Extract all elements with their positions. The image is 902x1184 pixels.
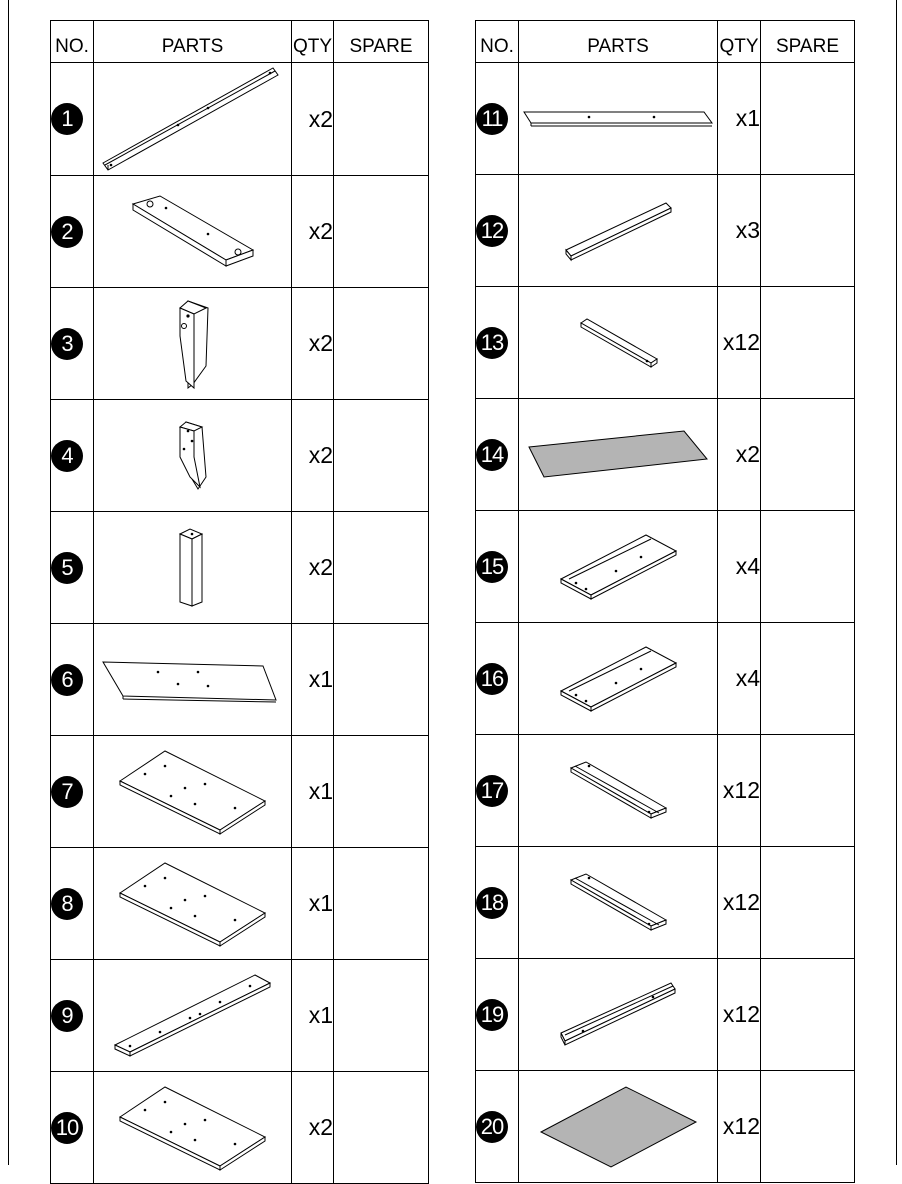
part-image-cell — [94, 63, 292, 176]
part-number-badge: 1 — [51, 103, 83, 135]
header-row — [51, 21, 429, 63]
part-qty: x2 — [718, 399, 761, 511]
part-number-badge: 9 — [51, 1000, 83, 1032]
part-image-cell — [519, 287, 718, 399]
part-spare-cell — [334, 512, 429, 624]
part-number-badge: 20 — [476, 1111, 508, 1143]
parts-table-left — [50, 20, 429, 1184]
part-number-cell — [476, 735, 519, 847]
part-image-cell — [94, 960, 292, 1072]
part-number-badge: 5 — [51, 552, 83, 584]
part-number-badge: 10 — [51, 1112, 83, 1144]
header-row — [476, 21, 855, 63]
long-board-icon — [100, 970, 285, 1062]
part-spare-cell — [334, 1072, 429, 1184]
part-number-cell — [51, 624, 94, 736]
part-number-cell — [476, 959, 519, 1071]
part-qty: x12 — [718, 287, 761, 399]
page-edge-left — [8, 0, 9, 1165]
part-row-14 — [476, 399, 855, 511]
part-qty: x4 — [718, 623, 761, 735]
part-number-cell — [476, 847, 519, 959]
part-spare-cell — [761, 399, 855, 511]
part-image-cell — [519, 959, 718, 1071]
part-qty: x1 — [292, 736, 334, 848]
part-image-cell — [519, 511, 718, 623]
part-row-7 — [51, 736, 429, 848]
part-number-cell — [51, 400, 94, 512]
part-row-8 — [51, 848, 429, 960]
part-row-17 — [476, 735, 855, 847]
part-image-cell — [519, 399, 718, 511]
drawer-front-icon — [523, 981, 713, 1049]
part-spare-cell — [761, 511, 855, 623]
part-row-15 — [476, 511, 855, 623]
part-qty: x3 — [718, 175, 761, 287]
part-number-cell — [51, 736, 94, 848]
part-number-cell — [51, 1072, 94, 1184]
part-row-6 — [51, 624, 429, 736]
short-rail-icon — [98, 192, 288, 272]
part-qty: x1 — [292, 848, 334, 960]
part-number-badge: 8 — [51, 888, 83, 920]
short-angled-leg-icon — [118, 417, 268, 495]
part-row-18 — [476, 847, 855, 959]
part-spare-cell — [761, 287, 855, 399]
part-spare-cell — [334, 400, 429, 512]
part-row-2 — [51, 176, 429, 288]
part-number-badge: 18 — [476, 887, 508, 919]
part-row-13 — [476, 287, 855, 399]
drawer-side-icon — [531, 872, 706, 934]
part-image-cell — [519, 735, 718, 847]
header-qty: QTY — [292, 21, 334, 63]
parts-table-right — [475, 20, 855, 1183]
part-number-badge: 13 — [476, 327, 508, 359]
part-image-cell — [94, 176, 292, 288]
thin-long-board-icon — [519, 107, 717, 131]
part-spare-cell — [761, 959, 855, 1071]
part-number-cell — [476, 287, 519, 399]
part-row-16 — [476, 623, 855, 735]
part-spare-cell — [334, 288, 429, 400]
header-parts: PARTS — [519, 21, 718, 63]
part-image-cell — [94, 848, 292, 960]
part-number-cell — [51, 288, 94, 400]
part-image-cell — [94, 1072, 292, 1184]
part-row-4 — [51, 400, 429, 512]
part-spare-cell — [761, 735, 855, 847]
part-spare-cell — [334, 176, 429, 288]
part-qty: x1 — [292, 960, 334, 1072]
slat-icon — [526, 198, 711, 264]
part-image-cell — [519, 847, 718, 959]
part-spare-cell — [334, 63, 429, 176]
long-rail-icon — [98, 63, 288, 175]
part-qty: x2 — [292, 176, 334, 288]
part-spare-cell — [761, 175, 855, 287]
part-number-cell — [476, 511, 519, 623]
part-image-cell — [519, 175, 718, 287]
part-number-cell — [51, 512, 94, 624]
straight-leg-icon — [118, 524, 268, 612]
part-number-badge: 11 — [476, 103, 508, 135]
part-row-11 — [476, 63, 855, 175]
part-number-cell — [476, 623, 519, 735]
small-slat-icon — [531, 315, 706, 371]
part-number-badge: 7 — [51, 776, 83, 808]
part-number-badge: 19 — [476, 999, 508, 1031]
part-spare-cell — [761, 63, 855, 175]
part-spare-cell — [761, 847, 855, 959]
part-row-10 — [51, 1072, 429, 1184]
part-row-3 — [51, 288, 429, 400]
part-number-cell — [51, 960, 94, 1072]
part-image-cell — [94, 736, 292, 848]
wide-board-icon — [105, 858, 280, 950]
part-image-cell — [94, 624, 292, 736]
part-number-badge: 3 — [51, 328, 83, 360]
part-qty: x12 — [718, 847, 761, 959]
header-no: NO. — [476, 21, 519, 63]
part-spare-cell — [334, 848, 429, 960]
part-image-cell — [94, 512, 292, 624]
frame-board-icon — [531, 643, 706, 715]
part-number-badge: 17 — [476, 775, 508, 807]
gray-panel-icon — [519, 427, 717, 483]
part-qty: x2 — [292, 1072, 334, 1184]
part-spare-cell — [761, 623, 855, 735]
part-spare-cell — [334, 624, 429, 736]
part-spare-cell — [761, 1071, 855, 1183]
part-row-5 — [51, 512, 429, 624]
part-number-badge: 4 — [51, 440, 83, 472]
part-number-cell — [476, 1071, 519, 1183]
part-number-cell — [476, 399, 519, 511]
header-parts: PARTS — [94, 21, 292, 63]
part-number-cell — [51, 63, 94, 176]
part-image-cell — [519, 623, 718, 735]
part-qty: x1 — [718, 63, 761, 175]
angled-leg-icon — [118, 296, 268, 392]
part-row-9 — [51, 960, 429, 1072]
part-qty: x12 — [718, 735, 761, 847]
page-edge-right — [896, 0, 897, 1165]
part-qty: x12 — [718, 959, 761, 1071]
part-number-cell — [476, 63, 519, 175]
header-spare: SPARE — [334, 21, 429, 63]
header-spare: SPARE — [761, 21, 855, 63]
part-row-20 — [476, 1071, 855, 1183]
gray-sheet-icon — [526, 1082, 711, 1172]
part-row-19 — [476, 959, 855, 1071]
part-number-cell — [476, 175, 519, 287]
part-qty: x2 — [292, 63, 334, 176]
part-number-badge: 6 — [51, 664, 83, 696]
frame-board-icon — [531, 531, 706, 603]
part-spare-cell — [334, 736, 429, 848]
part-image-cell — [94, 400, 292, 512]
trapezoid-panel-icon — [98, 652, 288, 708]
drawer-side-icon — [531, 760, 706, 822]
part-number-cell — [51, 848, 94, 960]
part-qty: x1 — [292, 624, 334, 736]
part-image-cell — [519, 1071, 718, 1183]
part-qty: x2 — [292, 400, 334, 512]
header-no: NO. — [51, 21, 94, 63]
header-qty: QTY — [718, 21, 761, 63]
part-image-cell — [519, 63, 718, 175]
part-qty: x2 — [292, 288, 334, 400]
part-number-cell — [51, 176, 94, 288]
part-row-1 — [51, 63, 429, 176]
part-qty: x12 — [718, 1071, 761, 1183]
part-number-badge: 2 — [51, 216, 83, 248]
wide-board-icon — [105, 746, 280, 838]
part-image-cell — [94, 288, 292, 400]
part-number-badge: 12 — [476, 215, 508, 247]
wide-board-icon — [105, 1082, 280, 1174]
part-qty: x4 — [718, 511, 761, 623]
part-spare-cell — [334, 960, 429, 1072]
part-number-badge: 14 — [476, 439, 508, 471]
part-number-badge: 16 — [476, 663, 508, 695]
part-row-12 — [476, 175, 855, 287]
part-qty: x2 — [292, 512, 334, 624]
part-number-badge: 15 — [476, 551, 508, 583]
